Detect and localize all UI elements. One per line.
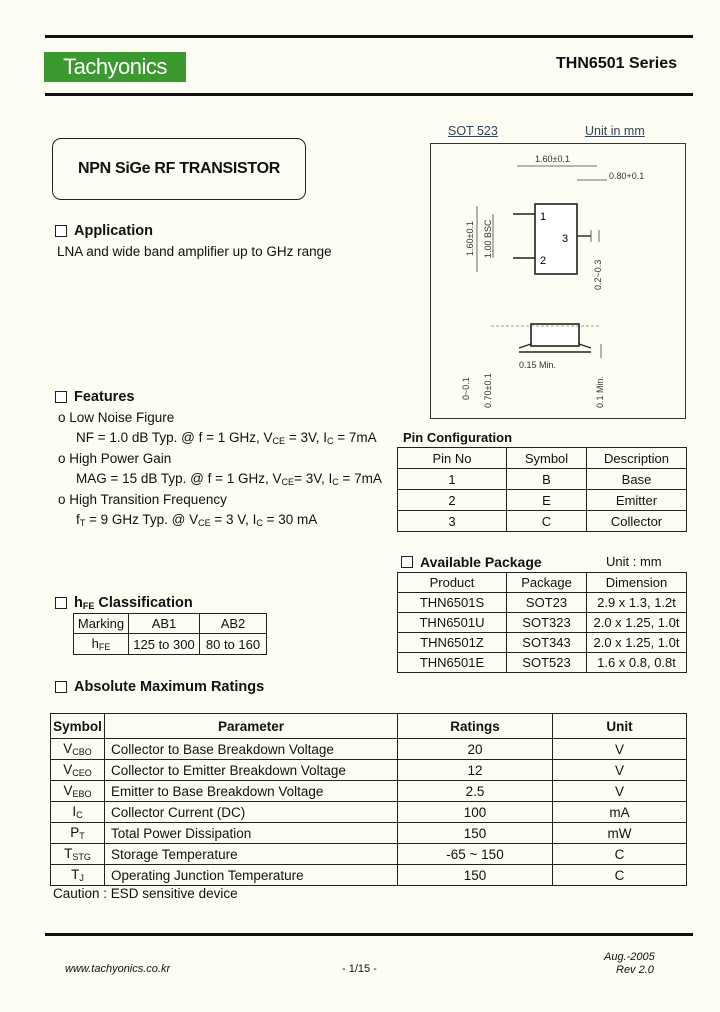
application-heading: [55, 223, 153, 239]
application-text: LNA and wide band amplifier up to GHz range: [57, 244, 332, 259]
ratings-heading: [55, 679, 264, 695]
footer-date: Aug.-2005: [604, 951, 655, 963]
hfe-heading-text: $h_{FE}$ Classification: [74, 595, 193, 611]
dim-height: 1.60±0.1: [465, 221, 475, 256]
available-package-unit: Unit : mm: [606, 554, 662, 569]
footer-page-number: - 1/15 -: [342, 963, 377, 975]
table-cell: $h_{FE}$: [74, 634, 129, 655]
table-row: [398, 490, 687, 511]
table-cell: -65 ~ 150: [398, 844, 553, 865]
table-row: [51, 865, 687, 886]
package-outline-drawing: [431, 144, 685, 418]
package-drawing-box: [430, 143, 686, 419]
feature-title-3: o High Transition Frequency: [58, 492, 227, 507]
table-cell: 20: [398, 739, 553, 760]
table-cell: THN6501U: [398, 613, 507, 633]
table-row: [74, 614, 267, 634]
table-cell: $V_{CEO}$: [51, 760, 105, 781]
table-cell: 1: [398, 469, 507, 490]
feature-detail-2: MAG = 15 dB Typ. @ f = 1 GHz, $V_{CE}= 3V$, $I_C = 7mA$: [76, 471, 382, 487]
table-cell: Emitter to Base Breakdown Voltage: [105, 781, 398, 802]
table-cell: 2.0 x 1.25, 1.0t: [587, 633, 687, 653]
table-cell: 125 to 300: [129, 634, 200, 655]
bullet-square-icon: [55, 681, 67, 693]
table-cell: 150: [398, 823, 553, 844]
caution-text: Caution : ESD sensitive device: [53, 886, 238, 901]
feature-detail-3: $f_T = 9$ GHz Typ. @ $V_{CE} = 3$ V, $I_C = 30$ mA: [76, 512, 318, 528]
table-header: AB2: [200, 614, 267, 634]
table-cell: B: [507, 469, 587, 490]
table-cell: 1.6 x 0.8, 0.8t: [587, 653, 687, 673]
table-cell: mW: [553, 823, 687, 844]
bullet-square-icon: [401, 556, 413, 568]
package-unit: Unit in mm: [585, 124, 645, 138]
table-cell: 2.5: [398, 781, 553, 802]
table-cell: SOT323: [507, 613, 587, 633]
table-header: Parameter: [105, 714, 398, 739]
pin-label-2: 2: [540, 255, 547, 267]
dim-lead-length: 0.15 Min.: [519, 360, 557, 370]
table-row: [398, 511, 687, 532]
table-cell: V: [553, 739, 687, 760]
top-rule: [45, 35, 693, 38]
pin-config-heading: Pin Configuration: [403, 430, 513, 445]
table-row: [51, 823, 687, 844]
table-cell: mA: [553, 802, 687, 823]
table-row: [51, 844, 687, 865]
table-cell: Total Power Dissipation: [105, 823, 398, 844]
table-row: [51, 739, 687, 760]
table-cell: SOT523: [507, 653, 587, 673]
table-row: [51, 760, 687, 781]
bullet-square-icon: [55, 597, 67, 609]
table-row: [74, 634, 267, 655]
table-cell: 12: [398, 760, 553, 781]
pin-label-1: 1: [540, 211, 547, 223]
product-title: NPN SiGe RF TRANSISTOR: [52, 138, 306, 200]
dim-min: 0.1 Min.: [595, 375, 605, 408]
application-heading-text: Application: [74, 223, 153, 239]
table-cell: Operating Junction Temperature: [105, 865, 398, 886]
table-row: [51, 714, 687, 739]
table-cell: SOT343: [507, 633, 587, 653]
available-package-heading: [401, 554, 542, 570]
table-cell: THN6501S: [398, 593, 507, 613]
ratings-table: [50, 713, 687, 886]
table-cell: C: [553, 844, 687, 865]
table-header: Product: [398, 573, 507, 593]
table-header: Dimension: [587, 573, 687, 593]
table-cell: 80 to 160: [200, 634, 267, 655]
pin-label-3: 3: [562, 233, 569, 245]
logo: Tachyonics: [44, 52, 186, 82]
table-cell: V: [553, 760, 687, 781]
table-row: [398, 593, 687, 613]
footer-revision: Rev 2.0: [616, 964, 654, 976]
table-row: [398, 653, 687, 673]
bullet-square-icon: [55, 225, 67, 237]
table-cell: SOT23: [507, 593, 587, 613]
dim-pitch: 1.00 BSC: [483, 219, 493, 258]
table-cell: 100: [398, 802, 553, 823]
dim-standoff: 0~0.1: [461, 377, 471, 400]
bullet-square-icon: [55, 391, 67, 403]
table-header: Package: [507, 573, 587, 593]
table-header: Pin No: [398, 448, 507, 469]
feature-title-2: o High Power Gain: [58, 451, 172, 466]
table-cell: 2: [398, 490, 507, 511]
table-cell: 3: [398, 511, 507, 532]
table-cell: C: [507, 511, 587, 532]
table-row: [398, 613, 687, 633]
table-cell: 2.9 x 1.3, 1.2t: [587, 593, 687, 613]
footer-url[interactable]: www.tachyonics.co.kr: [65, 963, 171, 975]
table-cell: $T_J$: [51, 865, 105, 886]
table-cell: $I_C$: [51, 802, 105, 823]
table-cell: Storage Temperature: [105, 844, 398, 865]
header-rule: [45, 93, 693, 96]
table-cell: Collector to Emitter Breakdown Voltage: [105, 760, 398, 781]
table-cell: 150: [398, 865, 553, 886]
side-view-body: [531, 324, 579, 346]
table-cell: C: [553, 865, 687, 886]
table-cell: $V_{CBO}$: [51, 739, 105, 760]
table-cell: Collector: [587, 511, 687, 532]
footer-rule: [45, 933, 693, 936]
table-cell: THN6501Z: [398, 633, 507, 653]
available-package-table: [397, 572, 687, 673]
table-header: Symbol: [51, 714, 105, 739]
table-header: AB1: [129, 614, 200, 634]
table-cell: E: [507, 490, 587, 511]
table-header: Symbol: [507, 448, 587, 469]
dim-lead-width: 0.2~0.3: [593, 259, 603, 290]
table-header: Ratings: [398, 714, 553, 739]
table-row: [51, 781, 687, 802]
pin-config-table: [397, 447, 687, 532]
dim-width: 0.80+0.1: [609, 171, 645, 181]
ratings-heading-text: Absolute Maximum Ratings: [74, 679, 265, 695]
table-cell: $P_T$: [51, 823, 105, 844]
table-cell: THN6501E: [398, 653, 507, 673]
table-cell: 2.0 x 1.25, 1.0t: [587, 613, 687, 633]
table-header: Description: [587, 448, 687, 469]
hfe-heading: [55, 595, 193, 611]
features-heading: [55, 389, 134, 405]
available-package-heading-text: Available Package: [420, 554, 542, 570]
table-header: Unit: [553, 714, 687, 739]
feature-detail-1: NF = 1.0 dB Typ. @ f = 1 GHz, $V_{CE} = 3V$, $I_C = 7mA$: [76, 430, 377, 446]
features-heading-text: Features: [74, 389, 135, 405]
table-cell: Base: [587, 469, 687, 490]
dim-thickness: 0.70±0.1: [483, 373, 493, 408]
table-cell: Emitter: [587, 490, 687, 511]
table-cell: $T_{STG}$: [51, 844, 105, 865]
dim-length: 1.60±0.1: [535, 154, 570, 164]
table-cell: V: [553, 781, 687, 802]
hfe-table: [73, 613, 267, 655]
table-cell: Collector to Base Breakdown Voltage: [105, 739, 398, 760]
table-row: [398, 469, 687, 490]
package-name: SOT 523: [448, 124, 498, 138]
table-cell: $V_{EBO}$: [51, 781, 105, 802]
feature-title-1: o Low Noise Figure: [58, 410, 175, 425]
series-title: THN6501 Series: [556, 55, 677, 72]
table-row: [51, 802, 687, 823]
table-cell: Collector Current (DC): [105, 802, 398, 823]
table-row: [398, 448, 687, 469]
table-row: [398, 633, 687, 653]
table-header: Marking: [74, 614, 129, 634]
table-row: [398, 573, 687, 593]
